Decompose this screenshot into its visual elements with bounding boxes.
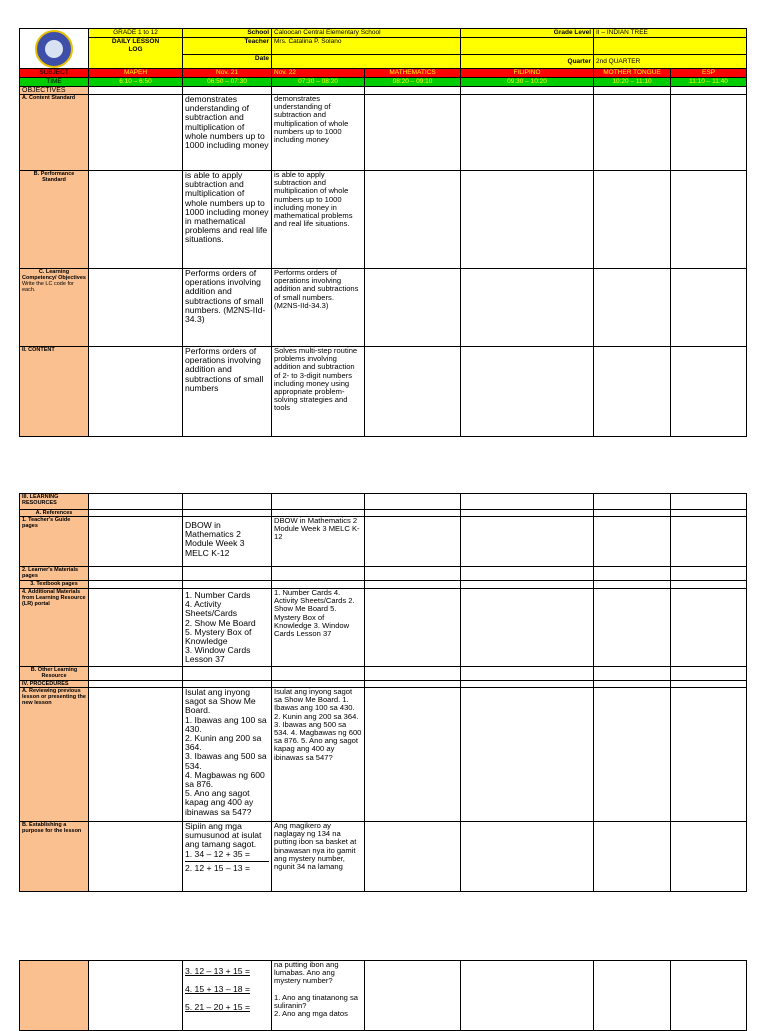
subject-col-4: MATHEMATICS (365, 69, 461, 78)
purpose-text: Sipiin ang mga sumusunod at isulat ang tamang sagot. (185, 821, 262, 850)
learning-resources-label: III. LEARNING RESOURCES (20, 494, 89, 510)
time-col-6: 10:20 – 11:10 (594, 78, 671, 87)
subject-col-5: FILIPINO (461, 69, 594, 78)
material-item: 2. Show Me Board (185, 617, 256, 628)
reviewing-label: A. Reviewing previous lesson or presenting the new lesson (20, 688, 89, 822)
teacher-label: Teacher (183, 38, 272, 55)
lm-pages-label: 2. Learner's Materials pages (20, 567, 89, 581)
nov21-performance-standard: is able to apply subtraction and multiplication of whole numbers up to 1000 including money in mathematical problems and real life situations. (183, 171, 272, 269)
quarter-value: 2nd QUARTER (594, 55, 747, 69)
nov22-review: Isulat ang inyong sagot sa Show Me Board. 1. Ibawas ang 100 sa 430. 2. Kunin ang 200 sa 364. 3. Ibawas ang 500 sa 534. 4. Magbawas ng 600 sa 876. 5. Ano ang sagot kapag ang 400 ay ibinawas sa 547? (272, 688, 365, 822)
material-item: 1. Number Cards (185, 590, 251, 600)
grade-range: GRADE 1 to 12 (89, 29, 183, 38)
subject-col-6: MOTHER TONGUE (594, 69, 671, 78)
quarter-label: Quarter (461, 55, 594, 69)
objectives-label: OBJECTIVES (20, 87, 89, 95)
time-col-5: 09:30 – 10:20 (461, 78, 594, 87)
time-col-2: 06:50 – 07:30 (183, 78, 272, 87)
grade-level-value: II – INDIAN TREE (594, 29, 747, 38)
lesson-log-page2 (19, 493, 747, 892)
nov21-equations-cont (183, 961, 272, 1031)
title-cell (89, 38, 183, 69)
nov21-review (183, 688, 272, 822)
seal-icon (35, 30, 73, 68)
equation-2: 2. 12 + 15 – 13 = (185, 862, 250, 873)
establishing-label: B. Establishing a purpose for the lesson (20, 822, 89, 892)
time-label: TIME (20, 78, 89, 87)
additional-materials-label: 4. Additional Materials from Learning Resource (LR) portal (20, 589, 89, 667)
nov22-competency: Performs orders of operations involving addition and subtractions of small numbers. (M2NS-IId-34.3) (272, 269, 365, 347)
title-line2: LOG (128, 46, 143, 53)
date-value (272, 55, 461, 69)
learning-competency-cell (20, 269, 89, 347)
nov21-tg: DBOW in Mathematics 2 Module Week 3 MELC K-12 (183, 517, 272, 567)
subject-col-7: ESP (671, 69, 747, 78)
deped-logo (20, 29, 89, 69)
nov22-purpose-cont (272, 961, 365, 1031)
performance-standard-label: B. Performance Standard (20, 171, 89, 269)
equation-4: 4. 15 + 13 – 18 = (185, 984, 250, 995)
question-2: 2. Ano ang mga datos (274, 1009, 348, 1019)
nov22-content-standard: demonstrates understanding of subtraction and multiplication of whole numbers up to 1000 including money (272, 95, 365, 171)
nov22-tg: DBOW in Mathematics 2 Module Week 3 MELC K-12 (272, 517, 365, 567)
textbook-pages-label: 3. Textbook pages (20, 581, 89, 589)
tg-pages-label: 1. Teacher's Guide pages (20, 517, 89, 567)
references-label: A. References (20, 510, 89, 517)
nov21-purpose (183, 822, 272, 892)
nov21-competency: Performs orders of operations involving addition and subtractions of small numbers. (M2NS-IId-34.3) (183, 269, 272, 347)
subject-col-2: Nov. 21 (183, 69, 272, 78)
review-line: 2. Kunin ang 200 sa 364. (185, 733, 262, 753)
material-item: 4. Activity Sheets/Cards (185, 599, 238, 619)
blank-cell (594, 38, 747, 55)
lesson-log-page3 (19, 960, 747, 1031)
equation-5: 5. 21 – 20 + 15 = (185, 1002, 250, 1013)
procedures-label: IV. PROCEDURES (20, 681, 89, 688)
grade-level-label: Grade Level (461, 29, 594, 38)
review-line: 4. Magbawas ng 600 sa 876. (185, 769, 265, 790)
subject-label: SUBJECT (20, 69, 89, 78)
school-label: School (183, 29, 272, 38)
lesson-log-page1 (19, 28, 747, 437)
subject-col-3: Nov. 22 (272, 69, 365, 78)
continued-label-cell (20, 961, 89, 1031)
date-label: Date (183, 55, 272, 69)
equation-1: 1. 34 – 12 + 35 = (185, 850, 269, 862)
nov22-content: Solves multi-step routine problems involving addition and subtraction of 2- to 3-digit numbers including money using appropriate problem-solving strategies and tools (272, 347, 365, 437)
nov21-content-standard: demonstrates understanding of subtraction and multiplication of whole numbers up to 1000 including money (183, 95, 272, 171)
school-value: Caloocan Central Elementary School (272, 29, 461, 38)
nov22-purpose: Ang magikero ay naglagay ng 134 na putting ibon sa basket at binawasan nya ito gamit ang mystery number, ngunit 34 na lamang (272, 822, 365, 892)
time-col-4: 08:20 – 09:10 (365, 78, 461, 87)
teacher-value: Mrs. Catalina P. Solano (272, 38, 461, 55)
time-col-7: 11:10 – 11:40 (671, 78, 747, 87)
review-line: 5. Ano ang sagot kapag ang 400 ay ibinawas sa 547? (185, 788, 254, 817)
title-line1: DAILY LESSON (111, 38, 160, 45)
equation-3: 3. 12 – 13 + 15 = (185, 966, 250, 976)
review-line: 3. Ibawas ang 500 sa 534. (185, 751, 267, 771)
learning-competency-label: C. Learning Competency/ Objectives (22, 269, 86, 281)
nov22-materials: 1. Number Cards 4. Activity Sheets/Cards 2. Show Me Board 5. Mystery Box of Knowledge 3. Window Cards Lesson 37 (272, 589, 365, 667)
purpose-cont-text: na putting ibon ang lumabas. Ano ang mystery number? (274, 960, 339, 986)
content-standard-label: A. Content Standard (20, 95, 89, 171)
review-line: 1. Ibawas ang 100 sa 430. (185, 714, 267, 734)
question-1: 1. Ano ang tinatanong sa suliranin? (274, 992, 359, 1010)
nov21-content: Performs orders of operations involving addition and subtractions of small numbers (183, 347, 272, 437)
subject-col-1: MAPEH (89, 69, 183, 78)
material-item: 3. Window Cards Lesson 37 (185, 645, 251, 665)
nov22-performance-standard: is able to apply subtraction and multiplication of whole numbers up to 1000 including money in mathematical problems and real life situations. (272, 171, 365, 269)
other-resource-label: B. Other Learning Resource (20, 667, 89, 681)
review-line: Isulat ang inyong sagot sa Show Me Board. (185, 687, 256, 716)
time-col-3: 07:30 – 08:20 (272, 78, 365, 87)
time-col-1: 6:10 – 6:50 (89, 78, 183, 87)
material-item: 5. Mystery Box of Knowledge (185, 626, 252, 647)
blank-cell (461, 38, 594, 55)
content-label: II. CONTENT (20, 347, 89, 437)
nov21-materials (183, 589, 272, 667)
lc-note: Write the LC code for each. (22, 281, 74, 293)
